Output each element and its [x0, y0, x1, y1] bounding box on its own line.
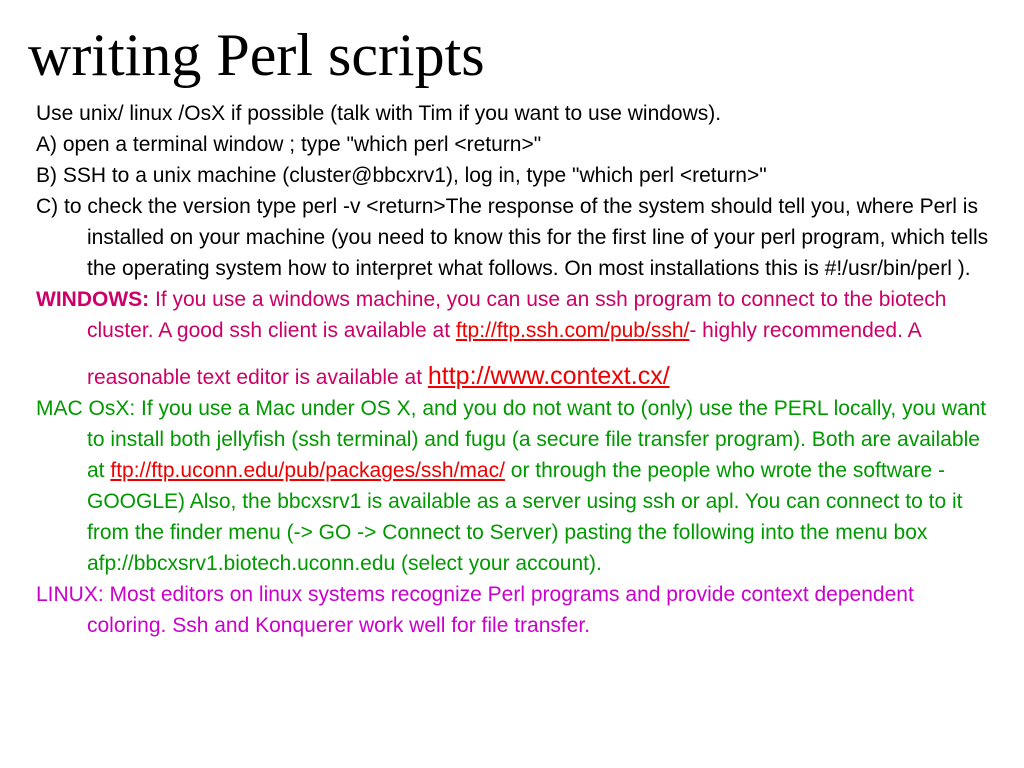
- windows-text-2: - highly recommended. A reasonable text editor is available at: [87, 319, 921, 389]
- windows-paragraph: [36, 284, 996, 393]
- windows-label: WINDOWS:: [36, 288, 150, 311]
- mac-text-1: MAC OsX: If you use a Mac under OS X, and you do not want to (only) use the PERL locally, you want to install both jellyfish (ssh terminal) and fugu (a secure file transfer program). Both are available at: [36, 397, 987, 482]
- step-a-paragraph: A) open a terminal window ; type "which perl <return>": [36, 133, 542, 156]
- linux-paragraph: LINUX: Most editors on linux systems recognize Perl programs and provide context dependent coloring. Ssh and Konquerer work well for file transfer.: [36, 583, 914, 637]
- intro-paragraph: Use unix/ linux /OsX if possible (talk with Tim if you want to use windows).: [36, 102, 722, 125]
- mac-paragraph: [36, 393, 996, 579]
- step-b-paragraph: B) SSH to a unix machine (cluster@bbcxrv1), log in, type "which perl <return>": [36, 164, 767, 187]
- mac-text-2: or through the people who wrote the software - GOOGLE) Also, the bbcxsrv1 is available as a server using ssh or apl. You can connect to to it from the finder menu (-> GO -> Connect to Server) pasting the following into the menu box afp://bbcxsrv1.biotech.uconn.edu (select your account).: [87, 459, 963, 575]
- step-c-paragraph: C) to check the version type perl -v <return>The response of the system should tell you, where Perl is installed on your machine (you need to know this for the first line of your perl program, which tells the operating system how to interpret what follows. On most installations this is #!/usr/bin/perl ).: [36, 195, 989, 280]
- slide-title: writing Perl scripts: [28, 22, 485, 88]
- slide-body: [36, 98, 996, 641]
- ssh-client-link[interactable]: ftp://ftp.ssh.com/pub/ssh/: [455, 319, 690, 342]
- mac-ssh-link[interactable]: ftp://ftp.uconn.edu/pub/packages/ssh/mac/: [110, 459, 505, 482]
- windows-text-1: If you use a windows machine, you can use an ssh program to connect to the biotech cluster. A good ssh client is available at: [87, 288, 947, 342]
- text-editor-link[interactable]: http://www.context.cx/: [427, 362, 670, 390]
